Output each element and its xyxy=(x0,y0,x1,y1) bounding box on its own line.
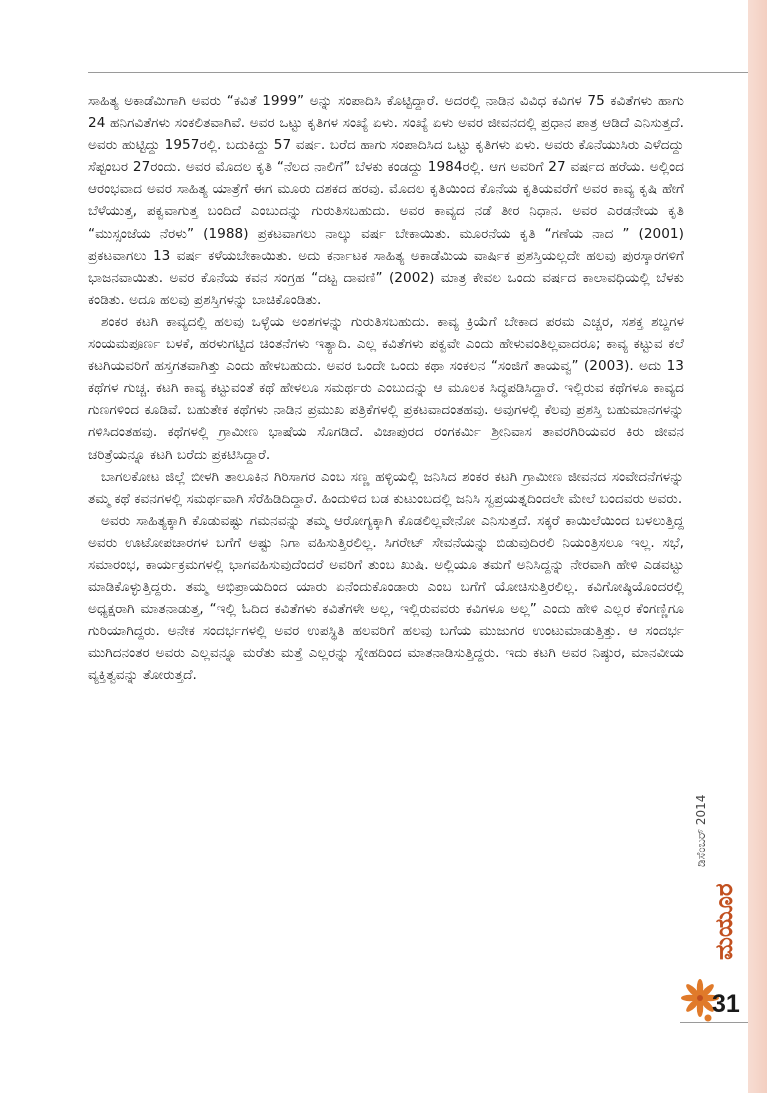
article-paragraph: ಸಾಹಿತ್ಯ ಅಕಾಡೆಮಿಗಾಗಿ ಅವರು “ಕವಿತೆ 1999” ಅನ್ನು ಸಂಪಾದಿಸಿ ಕೊಟ್ಟಿದ್ದಾರೆ. ಅದರಲ್ಲಿ ನಾಡಿನ ವಿವಿಧ ಕವಿಗಳ 75 ಕವಿತೆಗಳು ಹಾಗು 24 ಹನಿಗವಿತೆಗಳು ಸಂಕಲಿತವಾಗಿವೆ. ಅವರ ಒಟ್ಟು ಕೃತಿಗಳ ಸಂಖ್ಯೆ ಏಳು. ಸಂಖ್ಯೆ ಏಳು ಅವರ ಜೀವನದಲ್ಲಿ ಪ್ರಧಾನ ಪಾತ್ರ ಆಡಿದೆ ಎನಿಸುತ್ತದೆ. ಅವರು ಹುಟ್ಟಿದ್ದು 1957ರಲ್ಲಿ. ಬದುಕಿದ್ದು 57 ವರ್ಷ. ಬರೆದ ಹಾಗು ಸಂಪಾದಿಸಿದ ಒಟ್ಟು ಕೃತಿಗಳು ಏಳು. ಅವರು ಕೊನೆಯುಸಿರು ಎಳೆದದ್ದು ಸೆಪ್ಟಂಬರ 27ರಂದು. ಅವರ ಮೊದಲ ಕೃತಿ “ನೆಲದ ನಾಲಿಗೆ” ಬೆಳಕು ಕಂಡದ್ದು 1984ರಲ್ಲಿ. ಆಗ ಅವರಿಗೆ 27 ವರ್ಷದ ಹರೆಯ. ಅಲ್ಲಿಂದ ಆರಂಭವಾದ ಅವರ ಸಾಹಿತ್ಯ ಯಾತ್ರೆಗೆ ಈಗ ಮೂರು ದಶಕದ ಹರವು. ಮೊದಲ ಕೃತಿಯಿಂದ ಕೊನೆಯ ಕೃತಿಯವರೆಗೆ ಅವರ ಕಾವ್ಯ ಕೃಷಿ ಹೇಗೆ ಬೆಳೆಯುತ್ತ, ಪಕ್ವವಾಗುತ್ತ ಬಂದಿದೆ ಎಂಬುದನ್ನು ಗುರುತಿಸಬಹುದು. ಅವರ ಕಾವ್ಯದ ನಡೆ ತೀರ ನಿಧಾನ. ಅವರ ಎರಡನೇಯ ಕೃತಿ “ಮುಸ್ಸಂಜೆಯ ನೆರಳು” (1988) ಪ್ರಕಟವಾಗಲು ನಾಲ್ಕು ವರ್ಷ ಬೇಕಾಯಿತು. ಮೂರನೆಯ ಕೃತಿ “ಗಣೆಯ ನಾದ ” (2001) ಪ್ರಕಟವಾಗಲು 13 ವರ್ಷ ಕಳೆಯಬೇಕಾಯಿತು. ಅದು ಕರ್ನಾಟಕ ಸಾಹಿತ್ಯ ಅಕಾಡೆಮಿಯ ವಾರ್ಷಿಕ ಪ್ರಶಸ್ತಿಯಲ್ಲದೇ ಹಲವು ಪುರಸ್ಕಾರಗಳಿಗೆ ಭಾಜನವಾಯಿತು. ಅವರ ಕೊನೆಯ ಕವನ ಸಂಗ್ರಹ “ದಟ್ಟ ದಾವಣಿ” (2002) ಮಾತ್ರ ಕೇವಲ ಒಂದು ವರ್ಷದ ಕಾಲಾವಧಿಯಲ್ಲಿ ಬೆಳಕು ಕಂಡಿತು. ಅದೂ ಹಲವು ಪ್ರಶಸ್ತಿಗಳನ್ನು ಬಾಚಿಕೊಂಡಿತು. xyxy=(88,93,684,308)
issue-date: ಡಿಸೆಂಬರ್ 2014 xyxy=(694,795,708,868)
magazine-title: ಮಯೂರ xyxy=(710,883,738,960)
footer-divider xyxy=(680,1022,748,1023)
article-paragraph: ಶಂಕರ ಕಟಗಿ ಕಾವ್ಯದಲ್ಲಿ ಹಲವು ಒಳ್ಳೆಯ ಅಂಶಗಳನ್ನು ಗುರುತಿಸಬಹುದು. ಕಾವ್ಯ ಕ್ರಿಯೆಗೆ ಬೇಕಾದ ಪರಮ ಎಚ್ಚರ, ಸಶಕ್ತ ಶಬ್ದಗಳ ಸಂಯಮಪೂರ್ಣ ಬಳಕೆ, ಹರಳುಗಟ್ಟಿದ ಚಿಂತನೆಗಳು ಇತ್ಯಾದಿ. ಎಲ್ಲ ಕವಿತೆಗಳು ಪಕ್ವವೇ ಎಂದು ಹೇಳುವಂತಿಲ್ಲವಾದರೂ; ಕಾವ್ಯ ಕಟ್ಟುವ ಕಲೆ ಕಟಗಿಯವರಿಗೆ ಹಸ್ತಗತವಾಗಿತ್ತು ಎಂದು ಹೇಳಬಹುದು. ಅವರ ಒಂದೇ ಒಂದು ಕಥಾ ಸಂಕಲನ “ಸಂಜಿಗೆ ತಾಯವ್ವ” (2003). ಅದು 13 ಕಥೆಗಳ ಗುಚ್ಚ. ಕಟಗಿ ಕಾವ್ಯ ಕಟ್ಟುವಂತೆ ಕಥೆ ಹೇಳಲೂ ಸಮರ್ಥರು ಎಂಬುದನ್ನು ಆ ಮೂಲಕ ಸಿದ್ಧಪಡಿಸಿದ್ದಾರೆ. ಇಲ್ಲಿರುವ ಕಥೆಗಳೂ ಕಾವ್ಯದ ಗುಣಗಳಿಂದ ಕೂಡಿವೆ. ಬಹುತೇಕ ಕಥೆಗಳು ನಾಡಿನ ಪ್ರಮುಖ ಪತ್ರಿಕೆಗಳಲ್ಲಿ ಪ್ರಕಟವಾದಂತಹವು. ಅವುಗಳಲ್ಲಿ ಕೆಲವು ಪ್ರಶಸ್ತಿ ಬಹುಮಾನಗಳನ್ನು ಗಳಿಸಿದಂತಹವು. ಕಥೆಗಳಲ್ಲಿ ಗ್ರಾಮೀಣ ಭಾಷೆಯ ಸೊಗಡಿದೆ. ವಿಜಾಪುರದ ರಂಗಕರ್ಮಿ ಶ್ರೀನಿವಾಸ ತಾವರಗಿರಿಯವರ ಕಿರು ಜೀವನ ಚರಿತ್ರೆಯನ್ನೂ ಕಟಗಿ ಬರೆದು ಪ್ರಕಟಿಸಿದ್ದಾರೆ. xyxy=(88,313,684,463)
header-divider xyxy=(88,72,748,73)
article-body xyxy=(88,90,684,687)
article-paragraph: ಅವರು ಸಾಹಿತ್ಯಕ್ಕಾಗಿ ಕೊಡುವಷ್ಟು ಗಮನವನ್ನು ತಮ್ಮ ಆರೋಗ್ಯಕ್ಕಾಗಿ ಕೊಡಲಿಲ್ಲವೇನೋ ಎನಿಸುತ್ತದೆ. ಸಕ್ಕರೆ ಕಾಯಿಲೆಯಿಂದ ಬಳಲುತ್ತಿದ್ದ ಅವರು ಊಟೋಪಚಾರಗಳ ಬಗೆಗೆ ಅಷ್ಟು ನಿಗಾ ವಹಿಸುತ್ತಿರಲಿಲ್ಲ. ಸಿಗರೇಟ್ ಸೇವನೆಯನ್ನು ಬಿಡುವುದಿರಲಿ ನಿಯಂತ್ರಿಸಲೂ ಇಲ್ಲ. ಸಭೆ, ಸಮಾರಂಭ, ಕಾರ್ಯಕ್ರಮಗಳಲ್ಲಿ ಭಾಗವಹಿಸುವುದೆಂದರೆ ಅವರಿಗೆ ತುಂಬ ಖುಷಿ. ಅಲ್ಲಿಯೂ ತಮಗೆ ಅನಿಸಿದ್ದನ್ನು ನೇರವಾಗಿ ಹೇಳಿ ಎಡವಟ್ಟು ಮಾಡಿಕೊಳ್ಳುತ್ತಿದ್ದರು. ತಮ್ಮ ಅಭಿಪ್ರಾಯದಿಂದ ಯಾರು ಏನೆಂದುಕೊಂಡಾರು ಎಂಬ ಬಗೆಗೆ ಯೋಚಿಸುತ್ತಿರಲಿಲ್ಲ. ಕವಿಗೋಷ್ಠಿಯೊಂದರಲ್ಲಿ ಅಧ್ಯಕ್ಷರಾಗಿ ಮಾತನಾಡುತ್ತ, “ಇಲ್ಲಿ ಓದಿದ ಕವಿತೆಗಳು ಕವಿತೆಗಳೇ ಅಲ್ಲ, ಇಲ್ಲಿರುವವರು ಕವಿಗಳೂ ಅಲ್ಲ” ಎಂದು ಹೇಳಿ ಎಲ್ಲರ ಕೆಂಗಣ್ಣಿಗೂ ಗುರಿಯಾಗಿದ್ದರು. ಅನೇಕ ಸಂದರ್ಭಗಳಲ್ಲಿ ಅವರ ಉಪಸ್ಥಿತಿ ಹಲವರಿಗೆ ಹಲವು ಬಗೆಯ ಮುಜುಗರ ಉಂಟುಮಾಡುತ್ತಿತ್ತು. ಆ ಸಂದರ್ಭ ಮುಗಿದನಂತರ ಅವರು ಎಲ್ಲವನ್ನೂ ಮರೆತು ಮತ್ತೆ ಎಲ್ಲರನ್ನು ಸ್ನೇಹದಿಂದ ಮಾತನಾಡಿಸುತ್ತಿದ್ದರು. ಇದು ಕಟಗಿ ಅವರ ನಿಷ್ಠುರ, ಮಾನವೀಯ ವ್ಯಕ್ತಿತ್ವವನ್ನು ತೋರುತ್ತದೆ. xyxy=(88,512,684,684)
article-paragraph: ಬಾಗಲಕೋಟ ಜಿಲ್ಲೆ ಬೀಳಗಿ ತಾಲೂಕಿನ ಗಿರಿಸಾಗರ ಎಂಬ ಸಣ್ಣ ಹಳ್ಳಿಯಲ್ಲಿ ಜನಿಸಿದ ಶಂಕರ ಕಟಗಿ ಗ್ರಾಮೀಣ ಜೀವನದ ಸಂವೇದನೆಗಳನ್ನು ತಮ್ಮ ಕಥೆ ಕವನಗಳಲ್ಲಿ ಸಮರ್ಥವಾಗಿ ಸೆರೆಹಿಡಿದಿದ್ದಾರೆ. ಹಿಂದುಳಿದ ಬಡ ಕುಟುಂಬದಲ್ಲಿ ಜನಿಸಿ ಸ್ವಪ್ರಯತ್ನದಿಂದಲೇ ಮೇಲೆ ಬಂದವರು ಅವರು. xyxy=(88,468,684,507)
page-number: 31 xyxy=(712,990,740,1018)
decorative-side-stripe xyxy=(748,0,767,1093)
